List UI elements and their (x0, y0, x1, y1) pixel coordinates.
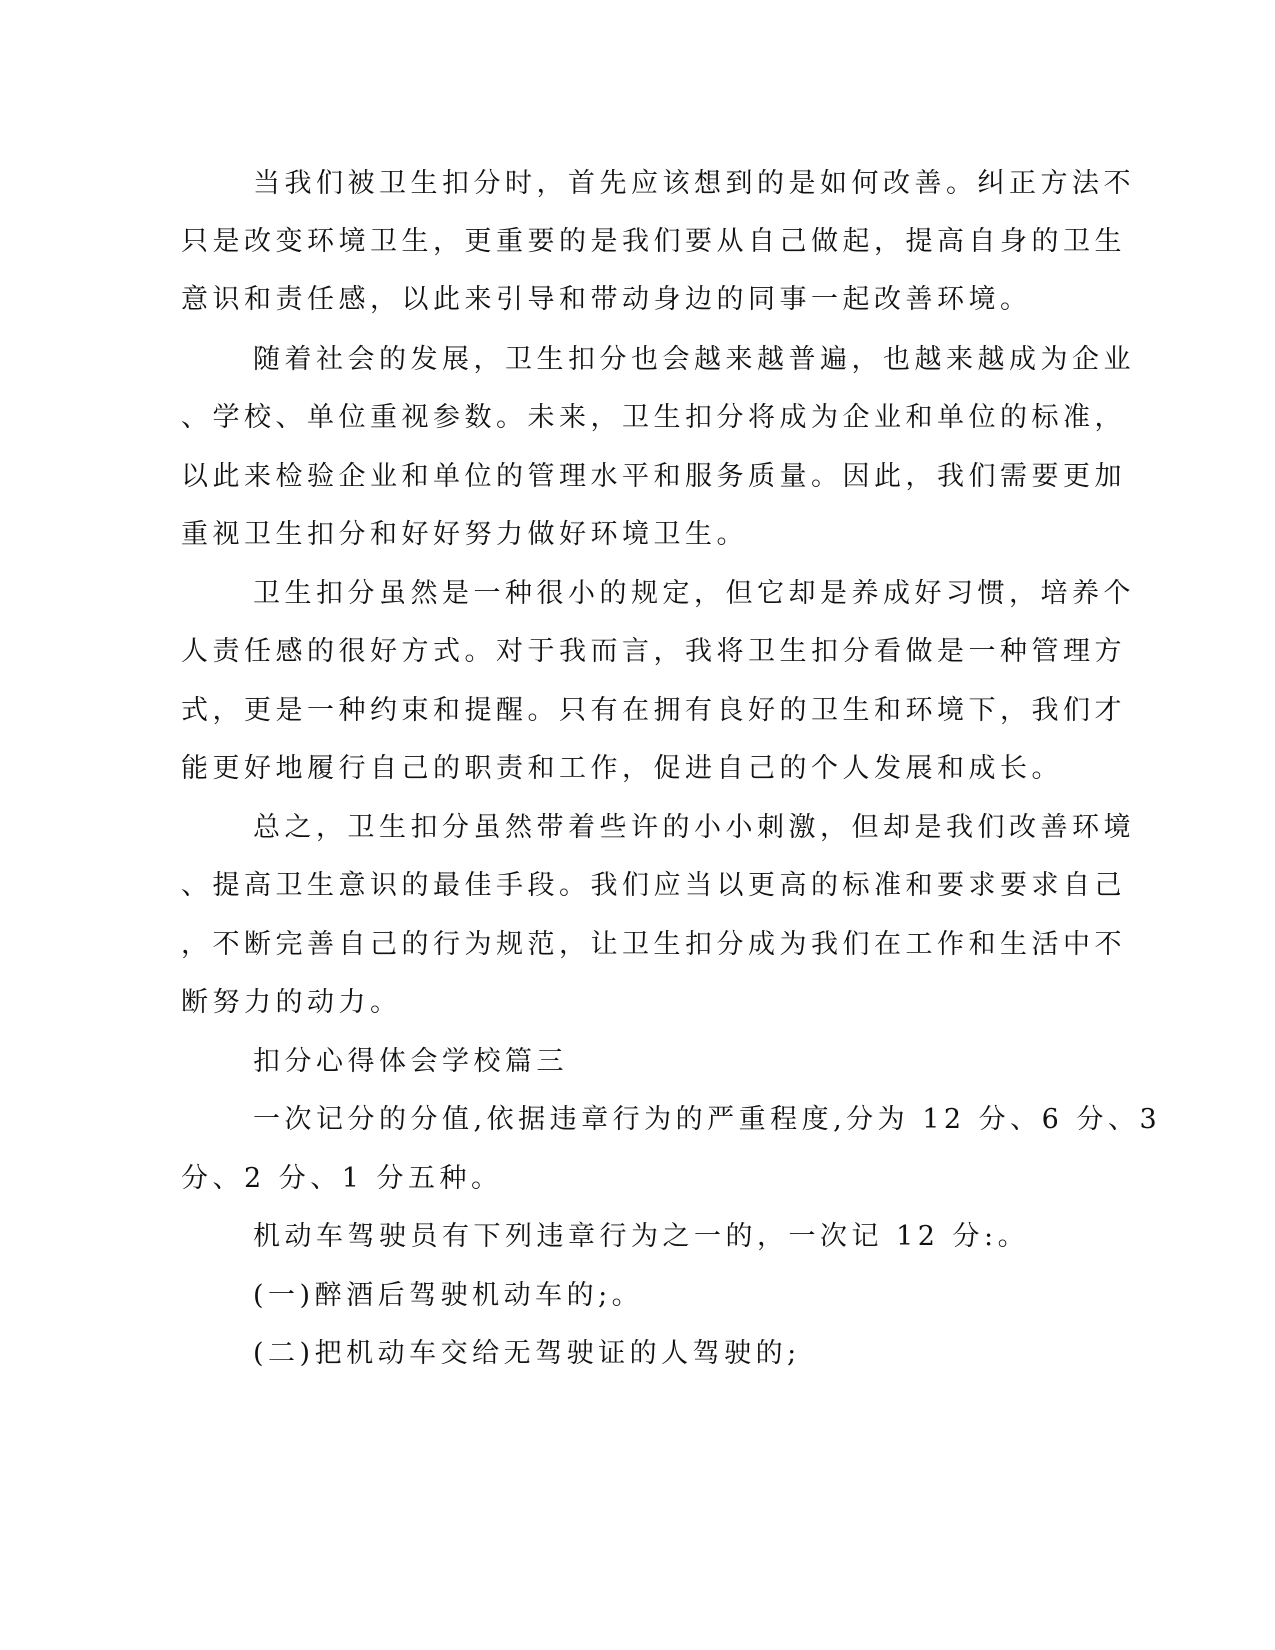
paragraph-3-line-4: 能更好地履行自己的职责和工作，促进自己的个人发展和成长。 (181, 753, 1063, 784)
paragraph-4-line-2: 、提高卫生意识的最佳手段。我们应当以更高的标准和要求要求自己 (181, 870, 1126, 901)
paragraph-5-line-2: 分、2 分、1 分五种。 (181, 1163, 503, 1194)
paragraph-1-line-3: 意识和责任感，以此来引导和带动身边的同事一起改善环境。 (181, 284, 1032, 315)
paragraph-3-line-3: 式，更是一种约束和提醒。只有在拥有良好的卫生和环境下，我们才 (181, 695, 1126, 726)
paragraph-3-line-2: 人责任感的很好方式。对于我而言，我将卫生扣分看做是一种管理方 (181, 636, 1126, 667)
paragraph-5-line-1: 一次记分的分值,依据违章行为的严重程度,分为 12 分、6 分、3 (253, 1104, 1162, 1135)
paragraph-4-line-3: ，不断完善自己的行为规范，让卫生扣分成为我们在工作和生活中不 (181, 929, 1126, 960)
paragraph-1-line-2: 只是改变环境卫生，更重要的是我们要从自己做起，提高自身的卫生 (181, 226, 1126, 257)
paragraph-4-line-4: 断努力的动力。 (181, 987, 402, 1018)
paragraph-1-line-1: 当我们被卫生扣分时，首先应该想到的是如何改善。纠正方法不 (253, 168, 1135, 199)
paragraph-4-line-1: 总之，卫生扣分虽然带着些许的小小刺激，但却是我们改善环境 (253, 812, 1135, 843)
list-item-1: (一)醉酒后驾驶机动车的;。 (253, 1280, 644, 1311)
list-item-2: (二)把机动车交给无驾驶证的人驾驶的; (253, 1338, 801, 1369)
paragraph-3-line-1: 卫生扣分虽然是一种很小的规定，但它却是养成好习惯，培养个 (253, 578, 1135, 609)
paragraph-2-line-4: 重视卫生扣分和好好努力做好环境卫生。 (181, 519, 748, 550)
paragraph-6-line-1: 机动车驾驶员有下列违章行为之一的，一次记 12 分:。 (253, 1221, 1030, 1252)
section-heading: 扣分心得体会学校篇三 (253, 1046, 568, 1077)
paragraph-2-line-2: 、学校、单位重视参数。未来，卫生扣分将成为企业和单位的标准， (181, 402, 1126, 433)
paragraph-2-line-1: 随着社会的发展，卫生扣分也会越来越普遍，也越来越成为企业 (253, 344, 1135, 375)
paragraph-2-line-3: 以此来检验企业和单位的管理水平和服务质量。因此，我们需要更加 (181, 461, 1126, 492)
